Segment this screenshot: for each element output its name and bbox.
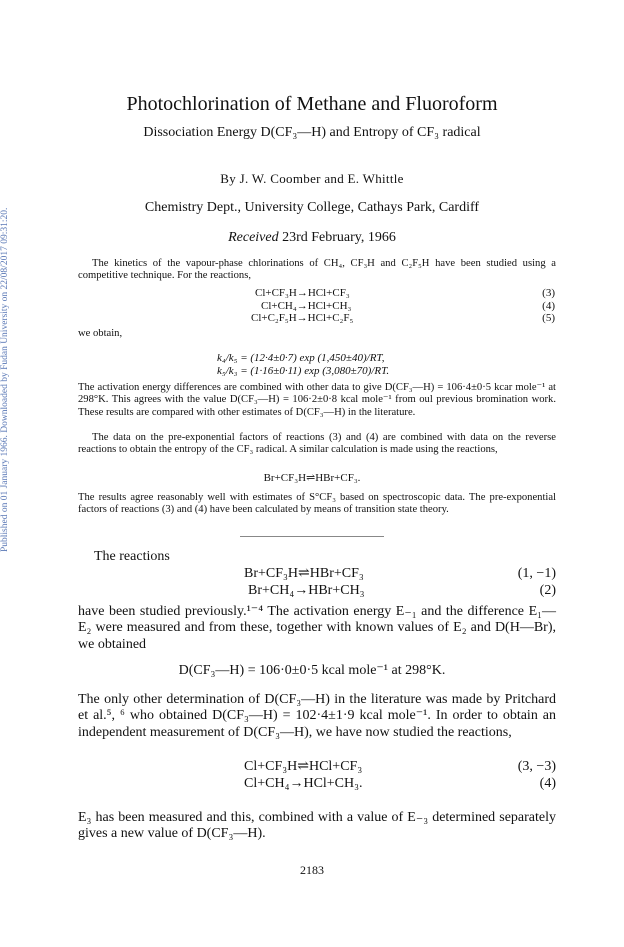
section-divider <box>240 536 384 537</box>
reaction-equation: Cl+C₂F₅H→HCl+C₂F₅ <box>251 312 354 325</box>
received-line <box>0 230 624 246</box>
paper-subtitle: Dissociation Energy D(CF₃—H) and Entropy of CF₃ radical <box>143 125 481 140</box>
reaction-row <box>255 287 555 300</box>
abstract-reactions <box>251 287 555 325</box>
reaction-row <box>78 758 556 775</box>
body-reactions-1 <box>78 565 556 599</box>
reaction-equation: Br+CH₄→HBr+CH₃ <box>248 583 365 598</box>
reaction-equation: Cl+CF₃H⇌HCl+CF₃ <box>244 759 363 774</box>
we-obtain: we obtain, <box>78 328 123 339</box>
download-watermark: Published on 01 January 1966. Downloaded by Fudan University on 22/08/2017 09:31:20. <box>0 207 10 553</box>
rate-expressions <box>217 352 517 377</box>
body-result-equation: D(CF₃—H) = 106·0±0·5 kcal mole⁻¹ at 298°K. <box>178 663 446 678</box>
reaction-row <box>78 565 556 582</box>
reaction-equation: Cl+CH₄→HCl+CH₃. <box>244 776 363 791</box>
reaction-number: (4) <box>542 299 555 312</box>
body-intro: The reactions <box>94 549 170 564</box>
body-paragraph-3: E₃ has been measured and this, combined with a value of E₋₃ determined separately gives a new value of D(CF₃—H). <box>78 810 556 842</box>
reaction-equation: Br+CF₃H⇌HBr+CF₃ <box>244 566 364 581</box>
reaction-row <box>251 312 555 325</box>
reaction-row <box>78 582 556 599</box>
rate-row: k₅/k₃ = (1·16±0·11) exp (3,080±70)/RT. <box>217 364 390 377</box>
abstract-paragraph-2: The activation energy differences are combined with other data to give D(CF₃—H) = 106·4±0·5 kcar mole⁻¹ at 298°K. This agrees with the value D(CF₃—H) = 106·2±0·8 kcal mole⁻¹ from oul previous bromination work. These results are compared with other estimates of D(CF₃—H) in the literature. <box>78 382 556 418</box>
reaction-number: (2) <box>539 583 556 598</box>
reaction-number: (4) <box>539 776 556 791</box>
reaction-row <box>255 300 555 313</box>
authors: By J. W. Coomber and E. Whittle <box>220 171 404 186</box>
reaction-number: (5) <box>542 312 555 325</box>
body-paragraph-2: The only other determination of D(CF₃—H) in the literature was made by Pritchard et al.⁵, ⁶ who obtained D(CF₃—H) = 102·4±1·9 kcal mole⁻¹. In order to obtain an independent measurement of D(CF₃—H), we have now studied the reactions, <box>78 692 556 740</box>
rate-row: k₄/k₅ = (12·4±0·7) exp (1,450±40)/RT, <box>217 352 385 364</box>
reaction-row <box>78 775 556 792</box>
paper-title: Photochlorination of Methane and Fluoroform <box>126 93 498 115</box>
page-number: 2183 <box>300 863 324 877</box>
abstract-paragraph-3: The data on the pre-exponential factors of reactions (3) and (4) are combined with data on the reverse reactions to obtain the entropy of the CF₃ radical. A similar calculation is made using the reactions, <box>78 432 556 456</box>
reaction-equation: Cl+CF₃H→HCl+CF₃ <box>255 287 350 299</box>
reaction-number: (3, −3) <box>517 759 556 774</box>
abstract-paragraph-1: The kinetics of the vapour-phase chlorinations of CH₄, CF₃H and C₂F₅H have been studied using a competitive technique. For the reactions, <box>78 258 556 282</box>
received-date: 23rd February, 1966 <box>282 230 396 245</box>
body-paragraph-1: have been studied previously.¹⁻⁴ The activation energy E₋₁ and the difference E₁—E₂ were measured and from these, together with known values of E₂ and D(H—Br), we obtained <box>78 604 556 652</box>
reaction-number: (3) <box>542 287 555 299</box>
received-label: Received <box>228 230 279 245</box>
affiliation: Chemistry Dept., University College, Cathays Park, Cardiff <box>144 200 480 215</box>
abstract-br-reaction: Br+CF₃H⇌HBr+CF₃. <box>263 472 361 484</box>
abstract-paragraph-4: The results agree reasonably well with estimates of S°CF₃ based on spectroscopic data. The pre-exponential factors of reactions (3) and (4) have been calculated by means of transition state theory. <box>78 492 556 516</box>
reaction-equation: Cl+CH₄→HCl+CH₃ <box>261 299 352 312</box>
reaction-number: (1, −1) <box>517 566 556 581</box>
body-reactions-2 <box>78 758 556 792</box>
